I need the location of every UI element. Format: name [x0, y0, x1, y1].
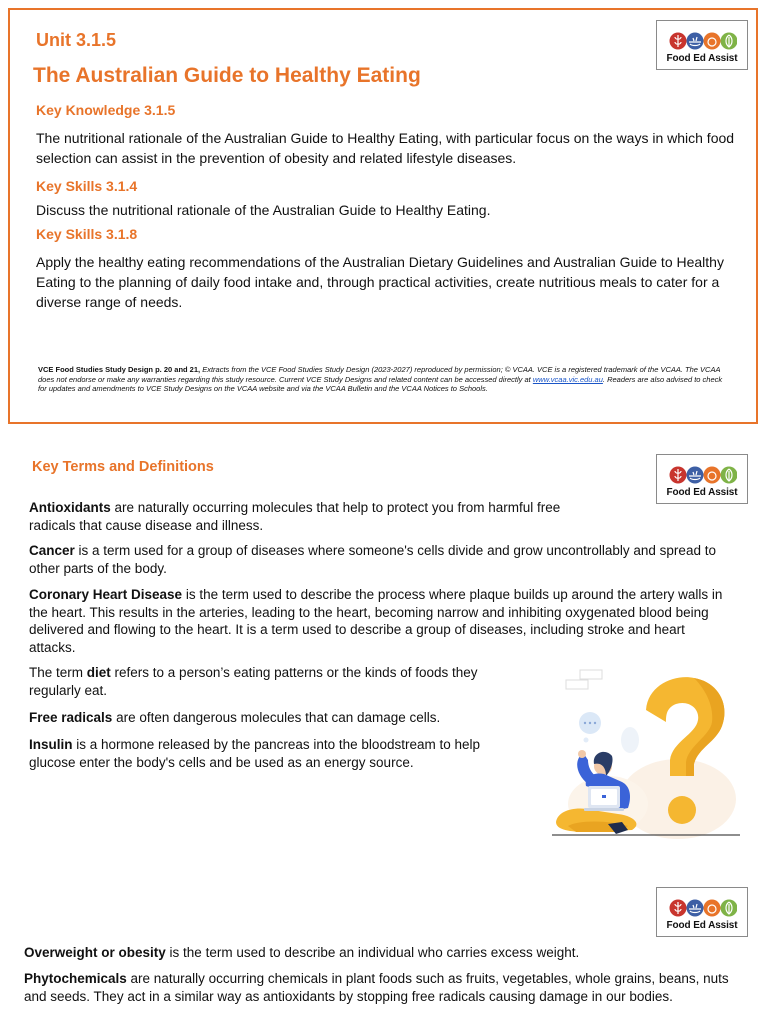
food-ed-assist-logo: [656, 887, 748, 937]
term-definition: are naturally occurring chemicals in plant foods such as fruits, vegetables, whole grains, beans, nuts and seeds. They act in a similar way as antioxidants by stopping free radicals causing damage in our bodies.: [24, 971, 729, 1004]
term-definition: is a term used for a group of diseases where someone's cells divide and grow uncontrollably and spread to other parts of the body.: [29, 543, 716, 576]
study-design-footnote: [38, 365, 730, 394]
term-antioxidants: [29, 499, 604, 534]
key-knowledge-heading: Key Knowledge 3.1.5: [36, 102, 176, 118]
term-label: Overweight or obesity: [24, 945, 166, 960]
term-label: Coronary Heart Disease: [29, 587, 183, 602]
term-definition: is the term used to describe the process where plaque builds up around the artery walls in the heart. This results in the arteries, leading to the heart, becoming narrow and inhibiting oxygenated blood being delivered and flowing to the heart. It is a term used to describe a group of diseases, including stroke and heart attacks.: [29, 587, 723, 655]
logo-text: Food Ed Assist: [666, 487, 738, 498]
term-label: Cancer: [29, 543, 75, 558]
term-phytochemicals: [24, 970, 734, 1005]
term-label: Antioxidants: [29, 500, 111, 515]
footnote-source: VCE Food Studies Study Design p. 20 and 21,: [38, 365, 201, 374]
food-ed-assist-logo: [656, 20, 748, 70]
key-skills-2-heading: Key Skills 3.1.8: [36, 226, 138, 242]
term-label: Phytochemicals: [24, 971, 127, 986]
thinking-person-illustration: [548, 664, 744, 840]
term-definition: are often dangerous molecules that can damage cells.: [112, 710, 441, 725]
key-skills-2-text: Apply the healthy eating recommendations of the Australian Dietary Guidelines and Australian Guide to Healthy Eating to the planning of daily food intake and, through practical activities, create nutritious meals to cater for a diverse range of needs.: [36, 254, 724, 310]
food-ed-assist-logo: [656, 454, 748, 504]
logo-icons: [669, 898, 737, 918]
term-label: diet: [86, 665, 111, 680]
term-insulin: [29, 736, 529, 771]
term-prefix: The term: [29, 665, 87, 680]
logo-icons: [669, 31, 737, 51]
page-title: The Australian Guide to Healthy Eating: [33, 64, 421, 87]
footnote-text-1: Extracts from the VCE Food Studies Study Design (2023-2027) reproduced by permission; © VCAA. VCE is a registered trademark of the VCAA. The VCAA does not endorse or make any warranties regarding this study resource. Current VCE Study Designs and related content can be accessed directly at: [38, 365, 721, 384]
key-knowledge-text: The nutritional rationale of the Australian Guide to Healthy Eating, with particular focus on the ways in which food selection can assist in the prevention of obesity and related lifestyle diseases.: [36, 130, 735, 166]
logo-text: Food Ed Assist: [666, 53, 738, 64]
unit-label: Unit 3.1.5: [36, 30, 117, 50]
term-cancer: [29, 542, 729, 577]
logo-icons: [669, 465, 737, 485]
term-definition: is a hormone released by the pancreas into the bloodstream to help glucose enter the body's cells and be used as an energy source.: [29, 737, 480, 770]
key-terms-heading: Key Terms and Definitions: [32, 459, 214, 475]
key-skills-1-heading: Key Skills 3.1.4: [36, 178, 138, 194]
footnote-text-2: . Readers are also advised to check for updates and amendments to VCE Study Designs on the VCAA website and via the VCAA Bulletin and the VCAA Notices to Schools.: [38, 374, 723, 393]
key-skills-1-text: Discuss the nutritional rationale of the Australian Guide to Healthy Eating.: [36, 202, 491, 218]
term-label: Insulin: [29, 737, 73, 752]
term-coronary-heart-disease: [29, 586, 734, 656]
vcaa-link[interactable]: www.vcaa.vic.edu.au: [532, 374, 603, 384]
term-definition: is the term used to describe an individual who carries excess weight.: [165, 945, 580, 960]
term-free-radicals: [29, 709, 529, 727]
term-overweight-obesity: [24, 944, 744, 962]
term-diet: [29, 664, 529, 699]
term-definition: are naturally occurring molecules that help to protect you from harmful free radicals that cause disease and illness.: [29, 500, 561, 533]
term-label: Free radicals: [29, 710, 113, 725]
logo-text: Food Ed Assist: [666, 920, 738, 931]
term-definition: refers to a person’s eating patterns or the kinds of foods they regularly eat.: [29, 665, 478, 698]
